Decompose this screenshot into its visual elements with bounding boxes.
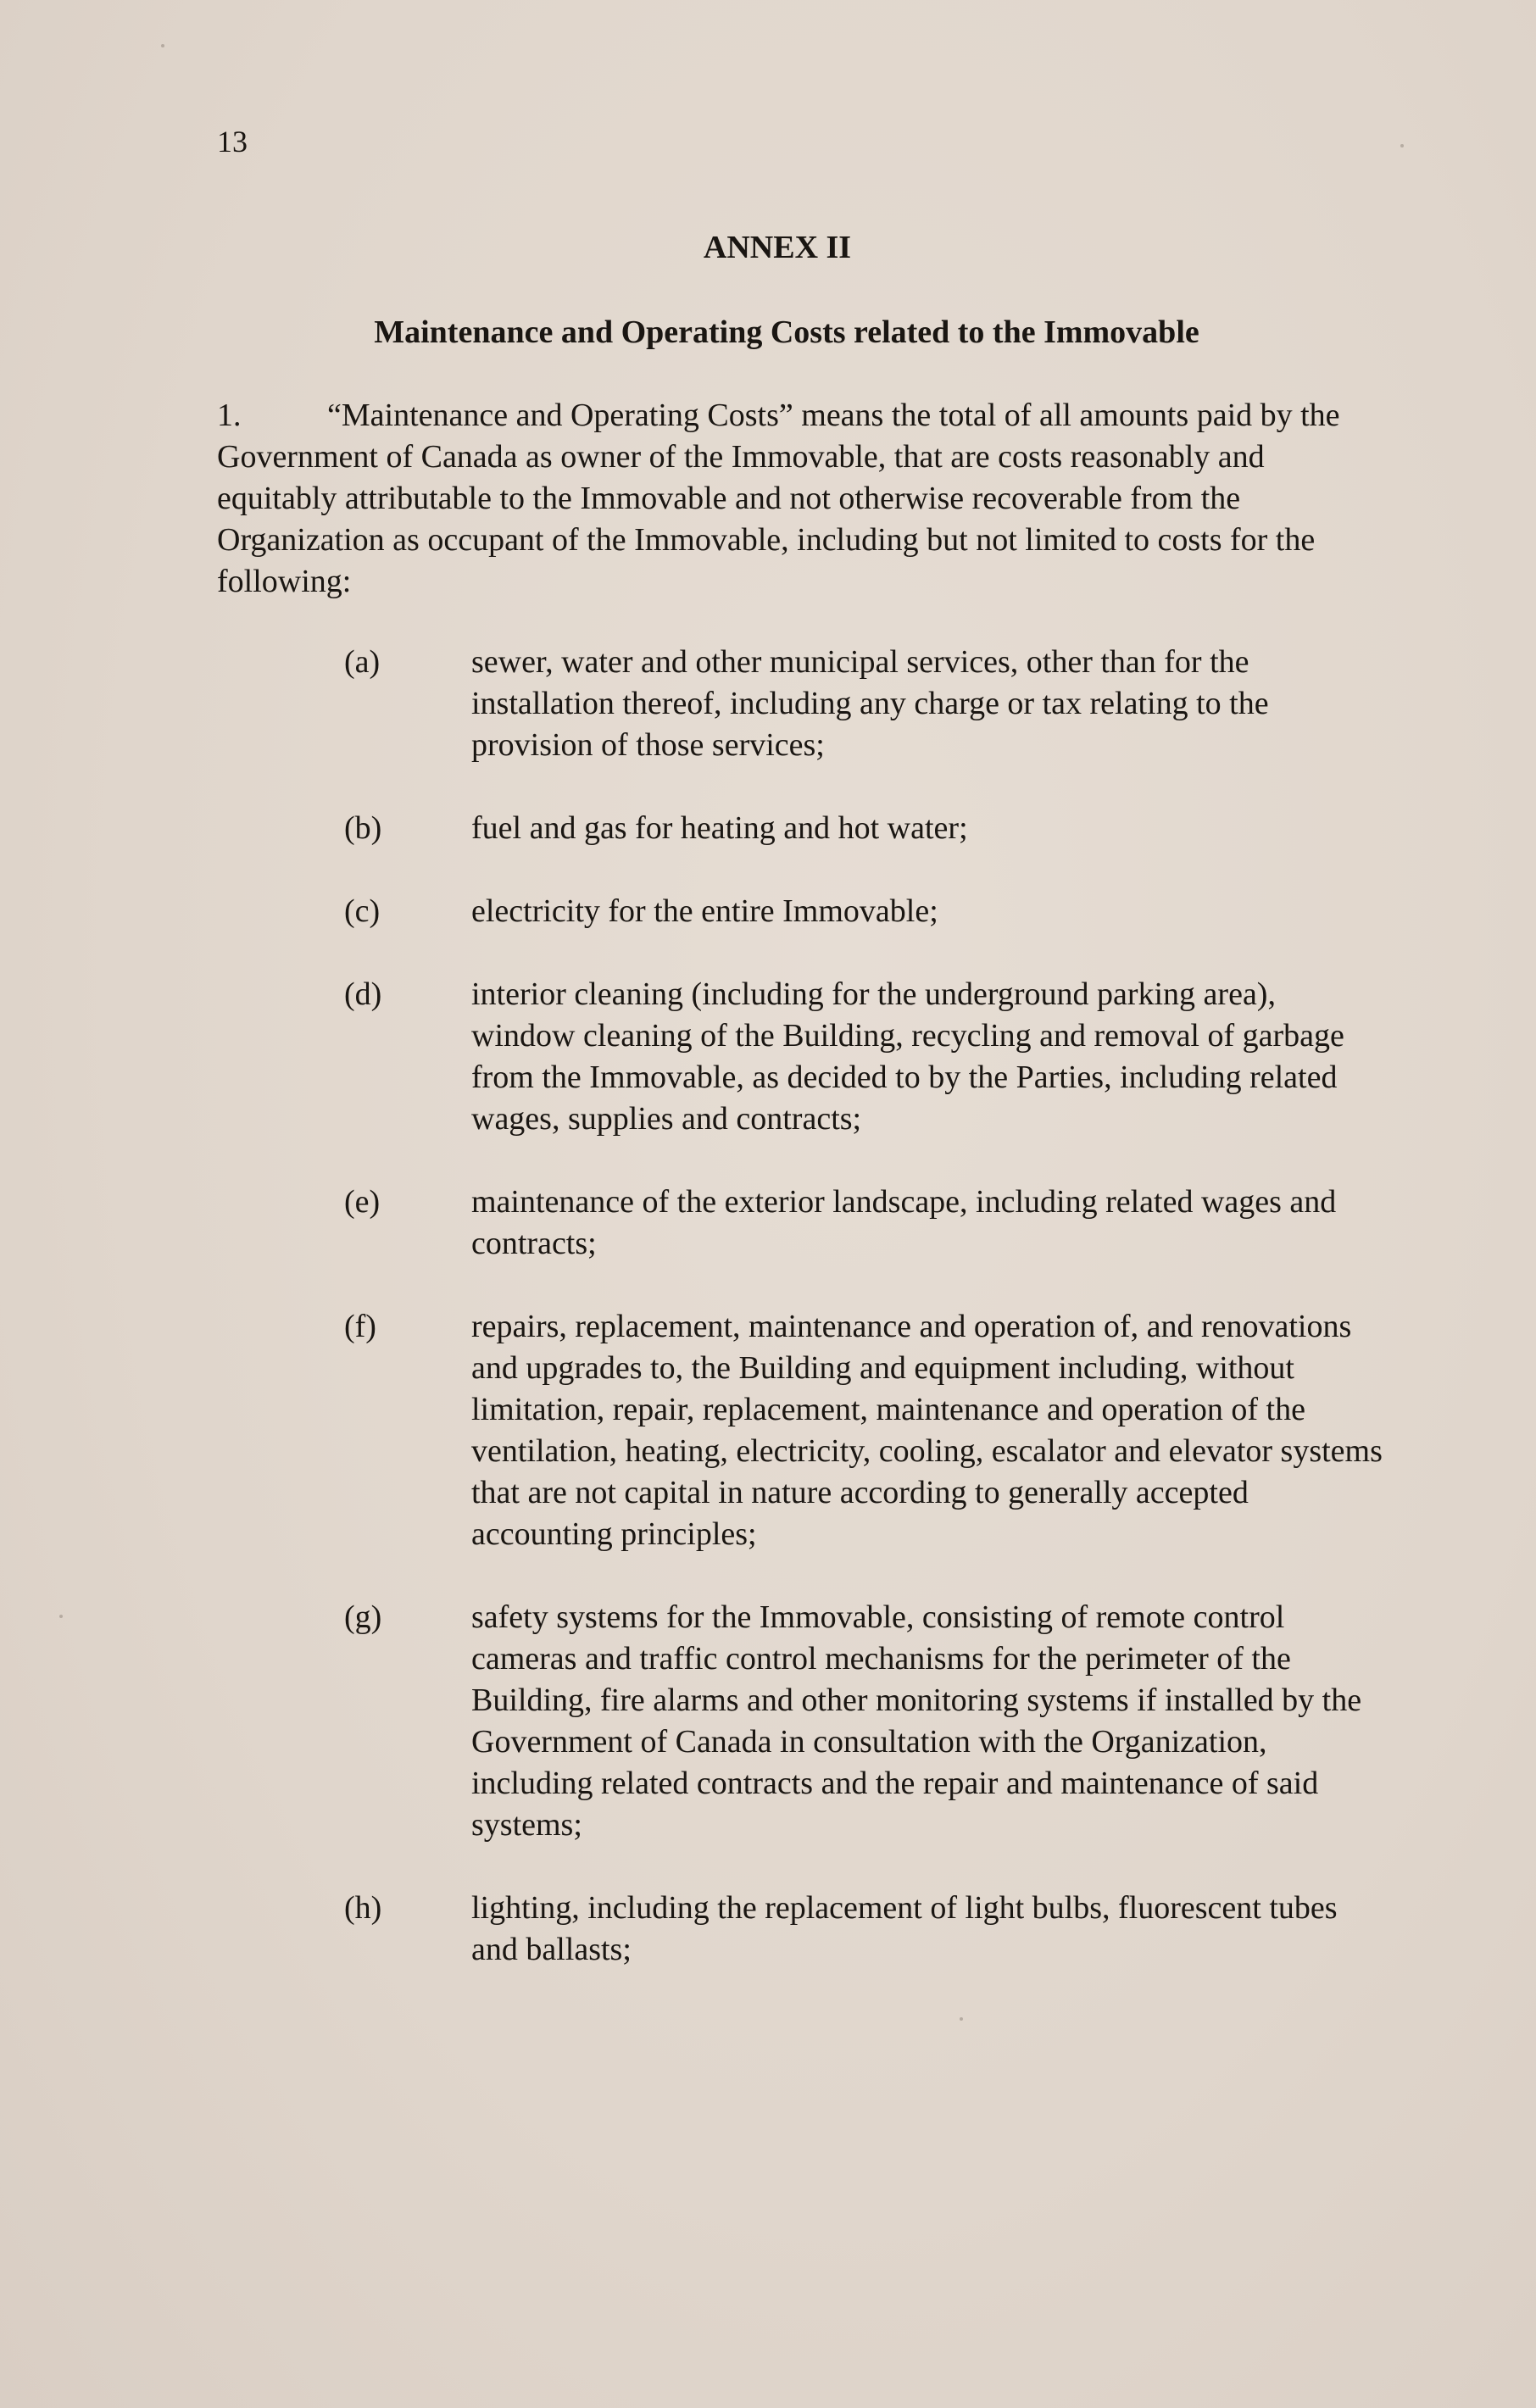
item-marker: (b) <box>344 810 382 846</box>
list-item-a <box>0 642 1536 766</box>
list-item-c <box>0 891 1536 932</box>
list-item-e <box>0 1182 1536 1265</box>
paragraph-1 <box>217 395 1387 603</box>
annex-title: ANNEX II <box>703 230 852 265</box>
paragraph-text: “Maintenance and Operating Costs” means the total of all amounts paid by the Government of Canada as owner of the Immovable, that are costs reasonably and equitably attributable to the Immovable and not otherwise recoverable from the Organization as occupant of the Immovable, including but not limited to costs for the following: <box>217 398 1340 599</box>
item-marker: (a) <box>344 644 381 680</box>
paper-speck <box>960 2017 963 2021</box>
paper-speck <box>1400 144 1404 147</box>
item-text: repairs, replacement, maintenance and operation of, and renovations and upgrades to, the Building and equipment including, without limitation, repair, replacement, maintenance and operation of the ventilation, heating, electricity, cooling, escalator and elevator systems that are not capital in nature according to generally accepted accounting principles; <box>471 1309 1383 1552</box>
list-item-f <box>0 1306 1536 1555</box>
item-marker: (g) <box>344 1599 382 1635</box>
paragraph-number: 1. <box>217 398 242 433</box>
item-text: fuel and gas for heating and hot water; <box>471 810 968 846</box>
item-marker: (f) <box>344 1309 376 1344</box>
cost-items-list <box>0 642 1536 2012</box>
page-number: 13 <box>217 125 248 158</box>
item-text: electricity for the entire Immovable; <box>471 893 938 929</box>
annex-subtitle: Maintenance and Operating Costs related to the Immovable <box>374 314 1199 350</box>
item-text: sewer, water and other municipal services, other than for the installation thereof, including any charge or tax relating to the provision of those services; <box>471 644 1269 763</box>
item-marker: (e) <box>344 1184 381 1220</box>
item-text: maintenance of the exterior landscape, including related wages and contracts; <box>471 1184 1337 1261</box>
item-marker: (d) <box>344 976 382 1012</box>
item-text: safety systems for the Immovable, consisting of remote control cameras and traffic control mechanisms for the perimeter of the Building, fire alarms and other monitoring systems if installed by the Government of Canada in consultation with the Organization, including related contracts and the repair and maintenance of said systems; <box>471 1599 1362 1843</box>
item-marker: (h) <box>344 1890 382 1926</box>
item-marker: (c) <box>344 893 381 929</box>
list-item-b <box>0 808 1536 849</box>
list-item-h <box>0 1888 1536 1971</box>
item-text: lighting, including the replacement of light bulbs, fluorescent tubes and ballasts; <box>471 1890 1338 1967</box>
list-item-g <box>0 1597 1536 1846</box>
list-item-d <box>0 974 1536 1140</box>
paper-speck <box>161 44 164 47</box>
item-text: interior cleaning (including for the underground parking area), window cleaning of the Building, recycling and removal of garbage from the Immovable, as decided to by the Parties, including related wages, supplies and contracts; <box>471 976 1344 1137</box>
